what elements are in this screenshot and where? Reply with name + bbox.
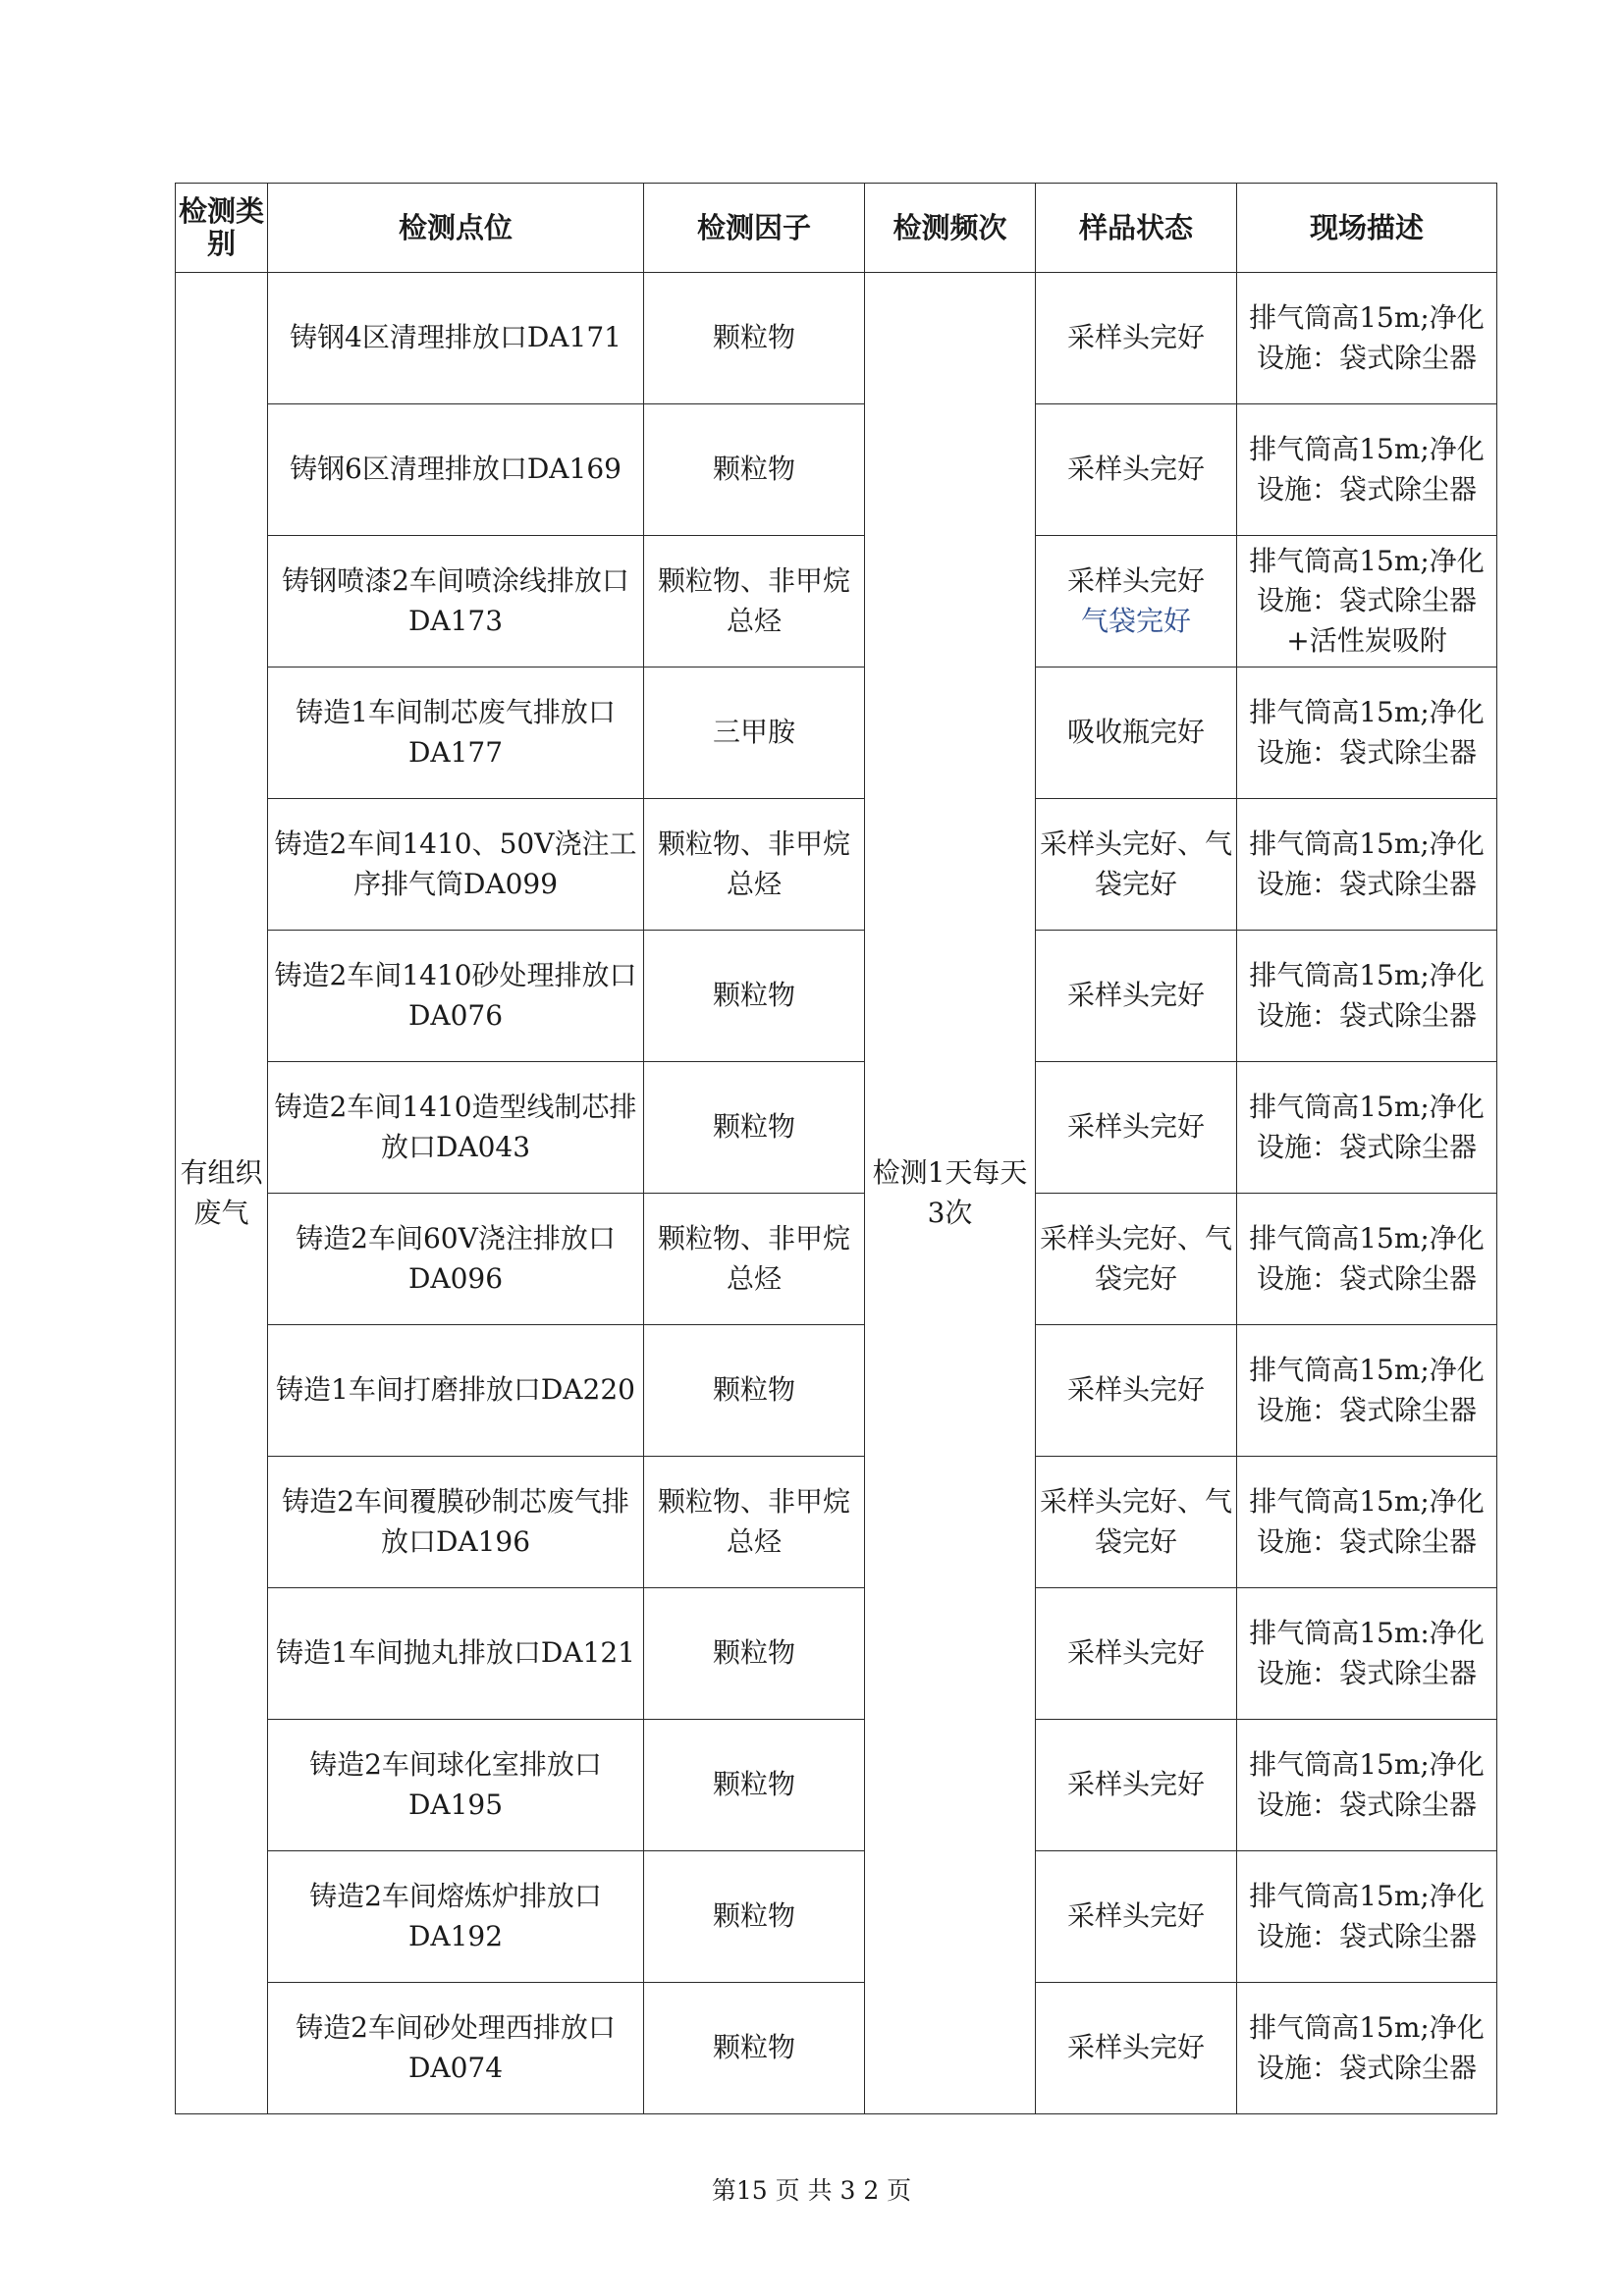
category-cell: 有组织废气 <box>176 273 268 2114</box>
description-cell: 排气筒高15m:净化设施：袋式除尘器 <box>1237 1588 1497 1720</box>
point-cell: 铸造2车间球化室排放口DA195 <box>268 1720 644 1851</box>
table-row <box>176 536 1497 667</box>
description-cell: 排气筒高15m;净化设施：袋式除尘器 <box>1237 1457 1497 1588</box>
status-text: 采样头完好 <box>1066 321 1205 354</box>
factor-cell: 颗粒物、非甲烷总烃 <box>644 536 865 667</box>
status-cell <box>1036 667 1237 799</box>
header-point: 检测点位 <box>268 184 644 273</box>
table-row <box>176 1851 1497 1983</box>
table-body <box>176 273 1497 2114</box>
factor-cell: 颗粒物、非甲烷总烃 <box>644 799 865 931</box>
point-cell: 铸造2车间覆膜砂制芯废气排放口DA196 <box>268 1457 644 1588</box>
status-cell <box>1036 1720 1237 1851</box>
header-description: 现场描述 <box>1237 184 1497 273</box>
status-text: 采样头完好 <box>1066 1110 1205 1144</box>
point-cell: 铸造2车间1410、50V浇注工序排气筒DA099 <box>268 799 644 931</box>
status-text: 采样头完好、气袋完好 <box>1040 1221 1233 1295</box>
point-cell: 铸钢喷漆2车间喷涂线排放口DA173 <box>268 536 644 667</box>
status-text: 采样头完好 <box>1066 1373 1205 1407</box>
description-cell: 排气筒高15m;净化设施：袋式除尘器 <box>1237 273 1497 404</box>
description-cell: 排气筒高15m;净化设施：袋式除尘器 <box>1237 667 1497 799</box>
table-row <box>176 404 1497 536</box>
status-cell <box>1036 1062 1237 1194</box>
factor-cell: 三甲胺 <box>644 667 865 799</box>
status-text: 采样头完好 <box>1066 1768 1205 1801</box>
factor-cell: 颗粒物 <box>644 1851 865 1983</box>
description-cell: 排气筒高15m;净化设施：袋式除尘器 <box>1237 1325 1497 1457</box>
description-cell: 排气筒高15m;净化设施：袋式除尘器 <box>1237 1851 1497 1983</box>
status-text: 吸收瓶完好 <box>1066 716 1205 749</box>
table-row <box>176 1194 1497 1325</box>
description-cell: 排气筒高15m;净化设施：袋式除尘器+活性炭吸附 <box>1237 536 1497 667</box>
description-cell: 排气筒高15m;净化设施：袋式除尘器 <box>1237 931 1497 1062</box>
table-row <box>176 1062 1497 1194</box>
monitoring-table <box>175 183 1497 2114</box>
factor-cell: 颗粒物、非甲烷总烃 <box>644 1457 865 1588</box>
header-category: 检测类别 <box>176 184 268 273</box>
factor-cell: 颗粒物 <box>644 1588 865 1720</box>
point-cell: 铸造2车间砂处理西排放口DA074 <box>268 1983 644 2114</box>
point-cell: 铸造1车间制芯废气排放口DA177 <box>268 667 644 799</box>
status-cell <box>1036 1325 1237 1457</box>
description-cell: 排气筒高15m;净化设施：袋式除尘器 <box>1237 404 1497 536</box>
status-cell <box>1036 1588 1237 1720</box>
table-row <box>176 1457 1497 1588</box>
status-cell <box>1036 404 1237 536</box>
header-status: 样品状态 <box>1036 184 1237 273</box>
table-row <box>176 1983 1497 2114</box>
header-factor: 检测因子 <box>644 184 865 273</box>
factor-cell: 颗粒物、非甲烷总烃 <box>644 1194 865 1325</box>
status-cell <box>1036 1194 1237 1325</box>
status-cell <box>1036 536 1237 667</box>
table-row <box>176 799 1497 931</box>
status-text: 采样头完好 <box>1066 2031 1205 2064</box>
factor-cell: 颗粒物 <box>644 931 865 1062</box>
status-text: 采样头完好 <box>1066 979 1205 1012</box>
header-frequency: 检测频次 <box>865 184 1036 273</box>
status-text: 采样头完好、气袋完好 <box>1040 827 1233 900</box>
status-text: 采样头完好 <box>1066 1636 1205 1670</box>
table-row <box>176 1325 1497 1457</box>
point-cell: 铸钢6区清理排放口DA169 <box>268 404 644 536</box>
point-cell: 铸造2车间60V浇注排放口DA096 <box>268 1194 644 1325</box>
point-cell: 铸钢4区清理排放口DA171 <box>268 273 644 404</box>
status-extra-text: 气袋完好 <box>1080 604 1191 637</box>
point-cell: 铸造2车间1410造型线制芯排放口DA043 <box>268 1062 644 1194</box>
page-footer: 第15 页 共 3 2 页 <box>711 2176 912 2205</box>
description-cell: 排气筒高15m;净化设施：袋式除尘器 <box>1237 1062 1497 1194</box>
table-row <box>176 1720 1497 1851</box>
point-cell: 铸造1车间打磨排放口DA220 <box>268 1325 644 1457</box>
status-cell <box>1036 1851 1237 1983</box>
point-cell: 铸造1车间抛丸排放口DA121 <box>268 1588 644 1720</box>
status-text: 采样头完好 <box>1066 453 1205 486</box>
factor-cell: 颗粒物 <box>644 1983 865 2114</box>
status-cell <box>1036 1457 1237 1588</box>
description-cell: 排气筒高15m;净化设施：袋式除尘器 <box>1237 799 1497 931</box>
status-text: 采样头完好 <box>1066 1899 1205 1933</box>
factor-cell: 颗粒物 <box>644 273 865 404</box>
factor-cell: 颗粒物 <box>644 1720 865 1851</box>
table-row <box>176 667 1497 799</box>
description-cell: 排气筒高15m;净化设施：袋式除尘器 <box>1237 1194 1497 1325</box>
status-text: 采样头完好、气袋完好 <box>1040 1484 1233 1558</box>
status-cell <box>1036 799 1237 931</box>
table-row <box>176 273 1497 404</box>
table-header-row <box>176 184 1497 273</box>
point-cell: 铸造2车间1410砂处理排放口DA076 <box>268 931 644 1062</box>
factor-cell: 颗粒物 <box>644 404 865 536</box>
description-cell: 排气筒高15m;净化设施：袋式除尘器 <box>1237 1720 1497 1851</box>
point-cell: 铸造2车间熔炼炉排放口DA192 <box>268 1851 644 1983</box>
factor-cell: 颗粒物 <box>644 1325 865 1457</box>
table-row <box>176 1588 1497 1720</box>
table-row <box>176 931 1497 1062</box>
status-cell <box>1036 931 1237 1062</box>
status-text: 采样头完好 <box>1066 563 1205 597</box>
status-cell <box>1036 273 1237 404</box>
factor-cell: 颗粒物 <box>644 1062 865 1194</box>
description-cell: 排气筒高15m;净化设施：袋式除尘器 <box>1237 1983 1497 2114</box>
frequency-cell: 检测1天每天3次 <box>865 273 1036 2114</box>
status-cell <box>1036 1983 1237 2114</box>
